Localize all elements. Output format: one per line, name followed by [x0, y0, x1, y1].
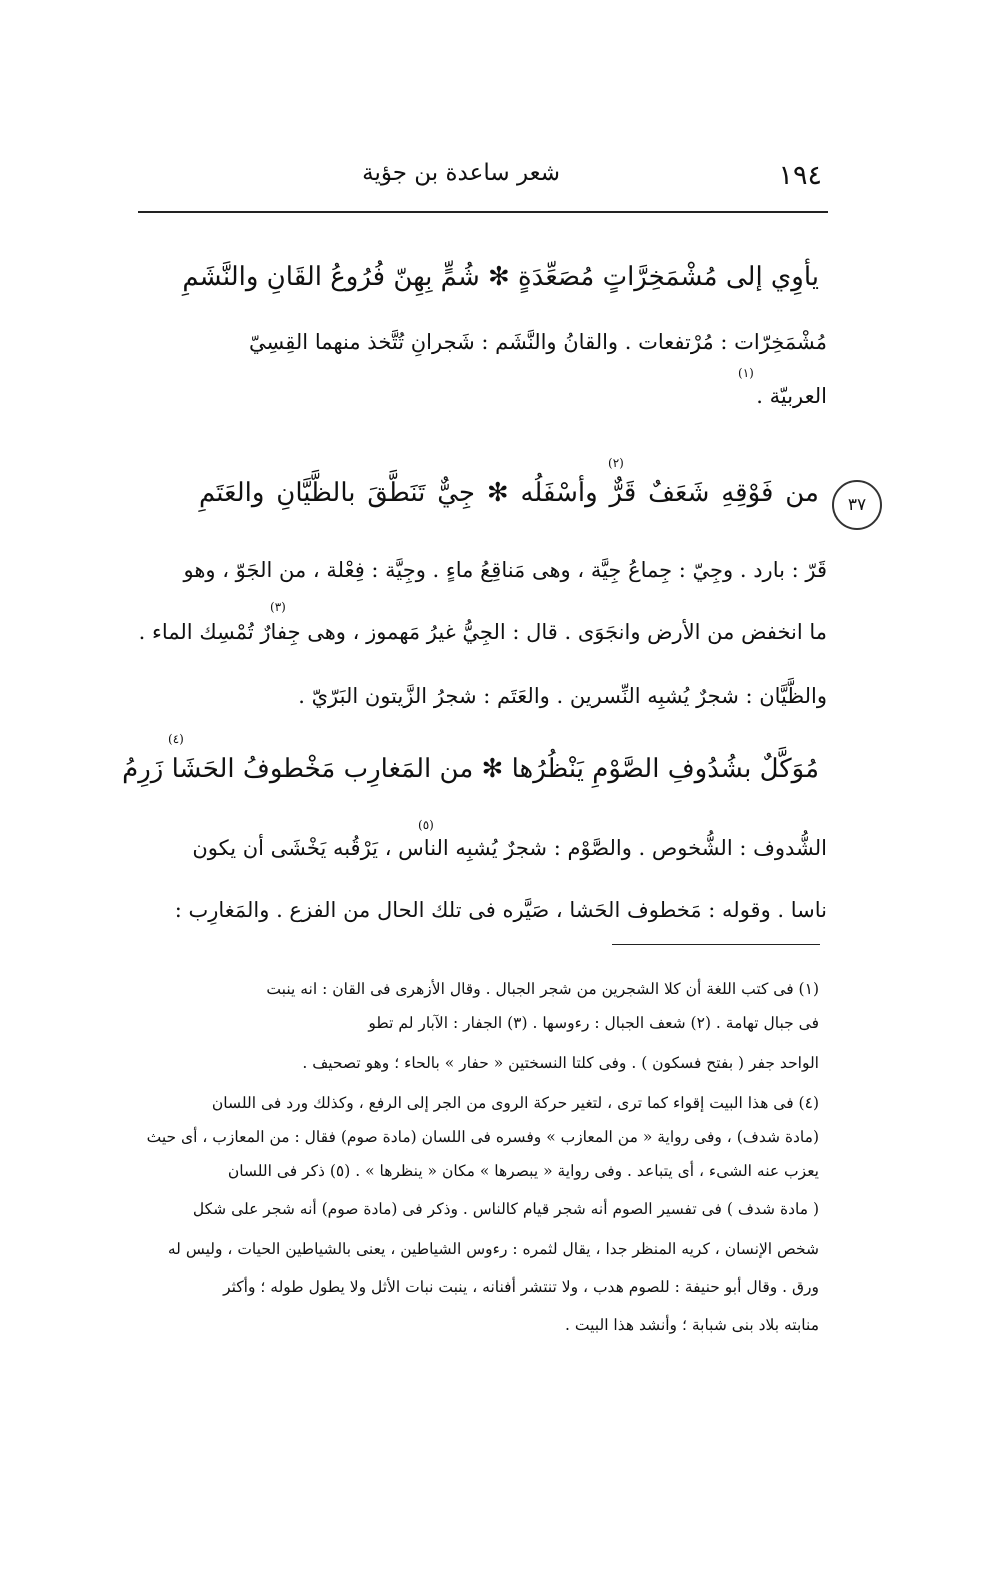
verse-line: مُوَكَّلٌ بشُدُوفِ الصَّوْمِ يَنْظُرُها ✻ من المَغارِب مَخْطوفُ الحَشَا زَرِمُ: [122, 754, 819, 784]
footnote-line: يعزب عنه الشىء ، أى يتباعد . وفى رواية « يبصرها » مكان « ينظرها » . (٥) ذكر فى اللسان: [227, 1162, 819, 1180]
commentary-line: الشُّدوف : الشُّخوص . والصَّوْم : شجرٌ يُشبِه الناس ، يَرْقُبه يَخْشَى أن يكون: [192, 836, 827, 860]
footnote-line: (٤) فى هذا البيت إقواء كما ترى ، لتغير حركة الروى من الجر إلى الرفع ، وكذلك ورد فى اللسان: [211, 1094, 819, 1112]
verse-number-badge: ٣٧: [832, 480, 882, 530]
commentary-line: ما انخفض من الأرض وانجَوَى . قال : الجِيُّ غيرُ مَهموز ، وهى جِفارٌ تُمْسِك الماء .: [138, 620, 827, 644]
page-number: ١٩٤: [778, 160, 822, 191]
footnote-line: (مادة شدف) ، وفى رواية « من المعازب » وفسره فى اللسان (مادة صوم) فقال : من المعازب ، أى حيث: [146, 1128, 819, 1146]
footnote-line: فى جبال تهامة . (٢) شعف الجبال : رءوسها . (٣) الجفار : الآبار لم تطو: [368, 1014, 819, 1032]
commentary-line: مُشْمَخِرّات : مُرْتفعات . والقانُ والنَّشَم : شَجرانِ تُتَّخذ منهما القِسِيّ: [249, 330, 827, 354]
footnote-rule: [612, 944, 820, 945]
footnote-reference: (٢): [608, 456, 624, 470]
commentary-line: والظَّيَّان : شجرٌ يُشبِه النِّسرين . والعَتَم : شجرُ الزَّيتون البَرّيّ .: [298, 684, 827, 708]
footnote-line: (١) فى كتب اللغة أن كلا الشجرين من شجر الجبال . وقال الأزهرى فى القان : انه ينبت: [266, 980, 819, 998]
footnote-line: الواحد جفر ( بفتح فسكون ) . وفى كلتا النسختين « حفار » بالحاء ؛ وهو تصحيف .: [302, 1054, 819, 1072]
footnote-line: منابته بلاد بنى شبابة ؛ وأنشد هذا البيت .: [565, 1316, 819, 1334]
commentary-line: قَرّ : بارد . وجِيّ : جِماعُ جِيَّة ، وهى مَناقِعُ ماءٍ . وجِيَّة : فِعْلة ، من الجَوّ ، وهو: [183, 558, 827, 582]
footnote-reference: (٤): [168, 732, 184, 746]
header-rule: [138, 211, 828, 213]
footnote-reference: (٥): [418, 818, 434, 832]
verse-line: يأوِي إلى مُشْمَخِرَّاتٍ مُصَعِّدَةٍ ✻ شُمٍّ بِهِنّ فُرُوعُ القَانِ والنَّشَمِ: [182, 262, 819, 292]
footnote-line: شخص الإنسان ، كريه المنظر جدا ، يقال لثمره : رءوس الشياطين ، يعنى بالشياطين الحيات ، وليس له: [167, 1240, 819, 1258]
commentary-line: العربيّة .: [756, 384, 827, 408]
page-header: [140, 160, 822, 208]
footnote-line: ( مادة شدف ) فى تفسير الصوم أنه شجر قيام كالناس . وذكر فى (مادة صوم) أنه شجر على شكل: [192, 1200, 819, 1218]
footnote-line: ورق . وقال أبو حنيفة : للصوم هدب ، ولا تنتشر أفنانه ، ينبت نبات الأثل ولا يطول طوله ؛ وأكثر: [223, 1278, 819, 1296]
footnote-reference: (١): [738, 366, 754, 380]
commentary-line: ناسا . وقوله : مَخطوف الحَشا ، صَيَّره فى تلك الحال من الفزع . والمَغارِب :: [174, 898, 827, 922]
running-title: شعر ساعدة بن جؤية: [362, 160, 560, 186]
footnote-reference: (٣): [270, 600, 286, 614]
verse-line: من فَوْقِهِ شَعَفٌ قَرٌّ وأسْفَلُه ✻ جِيٌّ تَنَطَّقَ بالظَّيَّانِ والعَتَمِ: [199, 478, 819, 508]
